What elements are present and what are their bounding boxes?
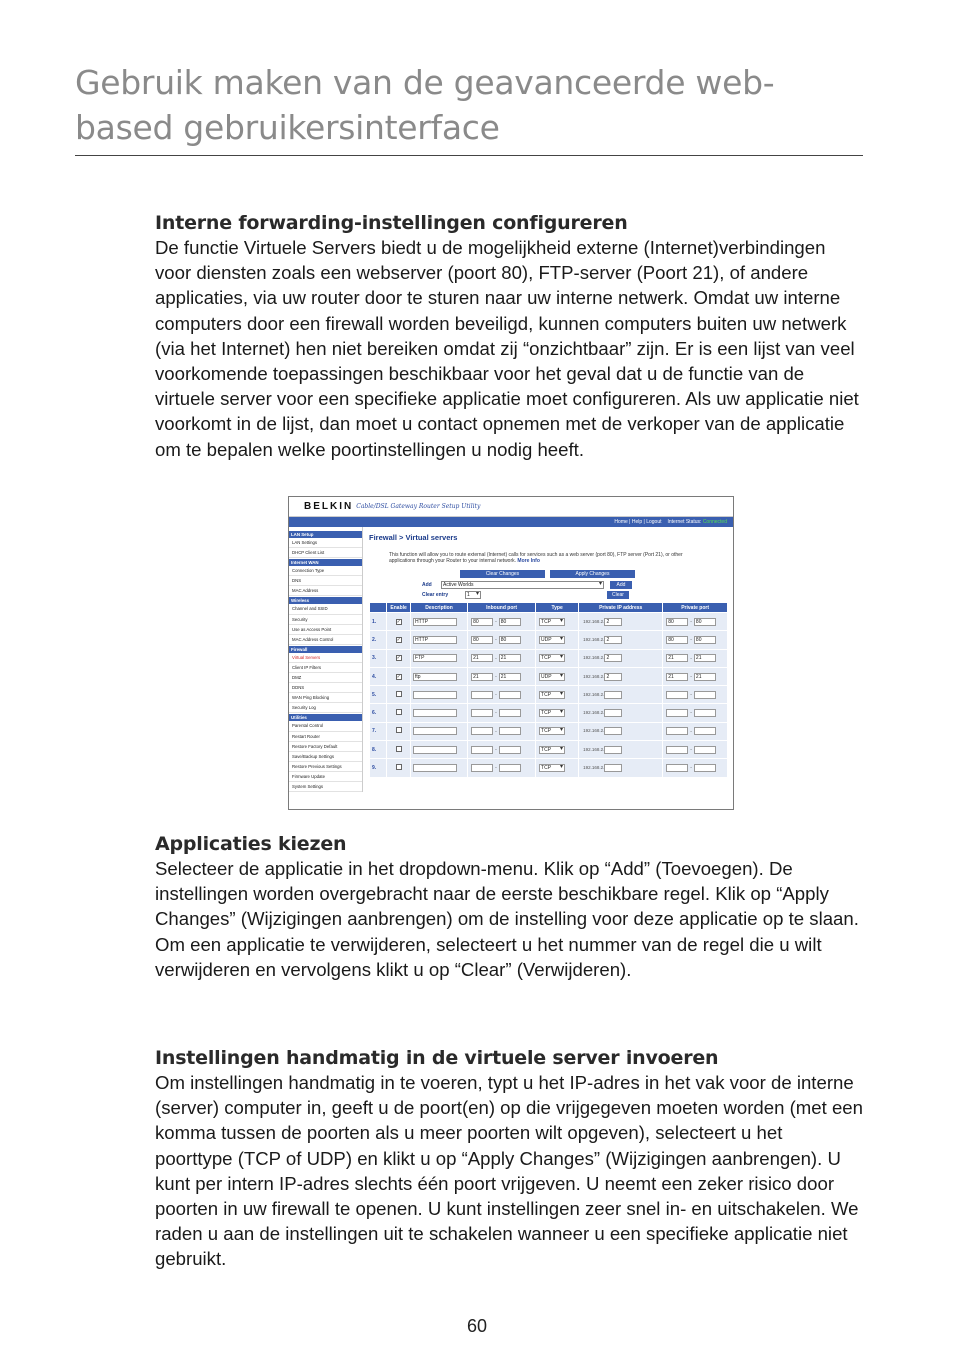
table-row xyxy=(370,613,728,631)
type-cell xyxy=(536,649,579,667)
private-ip-cell xyxy=(579,741,663,759)
sidebar-item[interactable]: System Settings xyxy=(289,782,362,792)
main-panel xyxy=(363,527,733,792)
sidebar-item[interactable]: Security xyxy=(289,615,362,625)
private-ip-cell xyxy=(579,631,663,649)
inbound-port-cell xyxy=(468,631,536,649)
type-cell xyxy=(536,759,579,777)
private-port-start[interactable] xyxy=(666,746,688,754)
status-label: Internet Status: xyxy=(667,519,702,525)
ip-prefix: 192.168.2. xyxy=(583,618,605,624)
inbound-port-start[interactable] xyxy=(471,691,493,699)
private-port-start[interactable] xyxy=(666,691,688,699)
ip-last-octet[interactable] xyxy=(604,727,622,735)
title-divider xyxy=(75,155,863,156)
private-port-start[interactable] xyxy=(666,727,688,735)
enable-checkbox[interactable]: ✓ xyxy=(396,636,401,643)
row-number: 5. xyxy=(370,686,387,704)
table-row xyxy=(370,741,728,759)
belkin-logo: BELKIN xyxy=(304,501,354,512)
inbound-port-start[interactable]: 21 xyxy=(471,673,493,681)
status-value: Connected xyxy=(702,519,727,525)
inbound-port-end[interactable] xyxy=(499,709,521,717)
private-ip-cell xyxy=(579,759,663,777)
section-body: Selecteer de applicatie in het dropdown-menu. Klik op “Add” (Toevoegen). De instellingen worden overgebracht naar de eerste beschikbare regel. Klik op “Apply Changes” (Wijzigingen aanbrengen) om de instelling voor deze applicatie op te slaan. Om een applicatie te verwijderen, selecteert u het nummer van de regel die u wilt verwijderen en vervolgens klikt u op “Clear” (Verwijderen). xyxy=(155,858,859,980)
type-cell xyxy=(536,631,579,649)
inbound-port-cell xyxy=(468,686,536,704)
description-cell xyxy=(410,613,467,631)
private-port-end[interactable] xyxy=(694,746,716,754)
sidebar-item[interactable]: WAN Ping Blocking xyxy=(289,693,362,703)
protocol-select[interactable]: TCP ▾ xyxy=(539,654,565,662)
section-manual-settings xyxy=(155,1046,865,1272)
port-separator: - xyxy=(495,747,497,754)
private-port-cell xyxy=(663,722,728,740)
function-description xyxy=(389,552,689,564)
row-number: 8. xyxy=(370,741,387,759)
private-port-start[interactable] xyxy=(666,764,688,772)
column-header: Type xyxy=(536,603,579,613)
type-cell xyxy=(536,613,579,631)
ip-last-octet[interactable] xyxy=(604,709,622,717)
private-ip-cell xyxy=(579,613,663,631)
port-separator: - xyxy=(495,637,497,644)
inbound-port-start[interactable] xyxy=(471,764,493,772)
type-cell xyxy=(536,704,579,722)
inbound-port-end[interactable]: 80 xyxy=(499,618,521,626)
enable-cell xyxy=(387,741,411,759)
nav-group-heading: Wireless xyxy=(289,597,362,604)
application-select[interactable]: Active Worlds ▾ xyxy=(441,581,604,589)
ip-prefix: 192.168.2. xyxy=(583,765,605,771)
port-separator: - xyxy=(495,710,497,717)
description-cell xyxy=(410,631,467,649)
enable-checkbox[interactable]: ✓ xyxy=(396,618,401,625)
row-number: 2. xyxy=(370,631,387,649)
section-heading: Interne forwarding-instellingen configureren xyxy=(155,212,628,234)
sidebar-item[interactable]: Restore Previous Settings xyxy=(289,762,362,772)
section-heading: Applicaties kiezen xyxy=(155,833,347,855)
private-port-end[interactable]: 80 xyxy=(694,618,716,626)
inbound-port-start[interactable]: 80 xyxy=(471,618,493,626)
column-header: Enable xyxy=(387,603,411,613)
ip-prefix: 192.168.2. xyxy=(583,710,605,716)
table-row xyxy=(370,759,728,777)
port-separator: - xyxy=(495,765,497,772)
private-ip-cell xyxy=(579,686,663,704)
private-port-start[interactable]: 21 xyxy=(666,673,688,681)
enable-cell xyxy=(387,704,411,722)
port-separator: - xyxy=(495,618,497,625)
screenshot-header xyxy=(289,497,733,517)
col-number xyxy=(370,603,387,613)
ip-last-octet[interactable] xyxy=(604,691,622,699)
clear-entry-label: Clear entry xyxy=(422,592,449,598)
inbound-port-start[interactable] xyxy=(471,709,493,717)
port-separator: - xyxy=(690,673,692,680)
inbound-port-cell xyxy=(468,613,536,631)
section-choose-applications xyxy=(155,832,865,982)
type-cell xyxy=(536,741,579,759)
nav-group-heading: LAN Setup xyxy=(289,531,362,538)
enable-checkbox[interactable]: ✓ xyxy=(396,673,401,680)
virtual-servers-table xyxy=(369,602,728,778)
table-row xyxy=(370,722,728,740)
sidebar-item[interactable]: DMZ xyxy=(289,673,362,683)
description-input[interactable] xyxy=(413,691,457,699)
description-cell xyxy=(410,649,467,667)
protocol-select[interactable]: UDP ▾ xyxy=(539,673,565,681)
port-separator: - xyxy=(495,692,497,699)
private-port-cell xyxy=(663,741,728,759)
ip-last-octet[interactable] xyxy=(604,764,622,772)
sidebar-item[interactable]: Use as Access Point xyxy=(289,625,362,635)
clear-button[interactable]: Clear xyxy=(607,591,629,599)
sidebar-item[interactable]: Parental Control xyxy=(289,721,362,731)
sidebar-item[interactable]: DHCP Client List xyxy=(289,548,362,558)
type-cell xyxy=(536,722,579,740)
section-internal-forwarding xyxy=(155,211,865,462)
ip-last-octet[interactable]: 2 xyxy=(604,654,622,662)
port-separator: - xyxy=(690,747,692,754)
description-input[interactable]: FTP xyxy=(413,654,457,662)
description-cell xyxy=(410,722,467,740)
sidebar-item[interactable]: DDNS xyxy=(289,683,362,693)
private-port-start[interactable] xyxy=(666,709,688,717)
column-header: Private IP address xyxy=(579,603,663,613)
clear-entry-select[interactable]: 1 ▾ xyxy=(465,591,481,599)
private-port-start[interactable]: 80 xyxy=(666,618,688,626)
enable-checkbox[interactable] xyxy=(396,691,402,697)
private-port-start[interactable]: 21 xyxy=(666,654,688,662)
private-port-cell xyxy=(663,613,728,631)
enable-cell xyxy=(387,613,411,631)
type-cell xyxy=(536,667,579,685)
ip-last-octet[interactable]: 2 xyxy=(604,636,622,644)
description-input[interactable]: ftp xyxy=(413,673,457,681)
private-port-cell xyxy=(663,667,728,685)
enable-cell xyxy=(387,631,411,649)
table-row xyxy=(370,686,728,704)
private-ip-cell xyxy=(579,667,663,685)
enable-cell xyxy=(387,686,411,704)
inbound-port-end[interactable] xyxy=(499,691,521,699)
ip-last-octet[interactable]: 2 xyxy=(604,673,622,681)
port-separator: - xyxy=(690,765,692,772)
enable-checkbox[interactable]: ✓ xyxy=(396,655,401,662)
section-body: De functie Virtuele Servers biedt u de mogelijkheid externe (Internet)verbindingen voor diensten zoals een webserver (poort 80), FTP-server (Poort 21), of andere applicaties, via uw router door te sturen naar uw interne netwerk. Omdat uw interne computers door een firewall worden beveiligd, kunnen computers buiten uw netwerk (via het Internet) hen niet bereiken omdat zij “onzichtbaar” zijn. Er is een lijst van veel voorkomende toepassingen beschikbaar voor het geval dat u de functie van de virtuele server voor een specifieke applicatie moet configureren. Als uw applicatie niet voorkomt in de lijst, dan moet u contact opnemen met de verkoper van de applicatie om te bepalen welke poortinstellingen u nodig heeft. xyxy=(155,237,859,460)
sidebar-item[interactable]: Channel and SSID xyxy=(289,604,362,614)
inbound-port-end[interactable] xyxy=(499,727,521,735)
port-separator: - xyxy=(690,710,692,717)
description-cell xyxy=(410,704,467,722)
inbound-port-cell xyxy=(468,759,536,777)
private-port-cell xyxy=(663,704,728,722)
internet-status xyxy=(668,519,728,525)
sidebar-item[interactable]: MAC Address Control xyxy=(289,635,362,645)
ip-prefix: 192.168.2. xyxy=(583,692,605,698)
protocol-select[interactable]: TCP ▾ xyxy=(539,764,565,772)
inbound-port-start[interactable]: 80 xyxy=(471,636,493,644)
private-port-end[interactable] xyxy=(694,764,716,772)
description-cell xyxy=(410,686,467,704)
enable-cell xyxy=(387,667,411,685)
table-row xyxy=(370,649,728,667)
inbound-port-start[interactable]: 21 xyxy=(471,654,493,662)
private-port-end[interactable]: 21 xyxy=(694,654,716,662)
ip-last-octet[interactable] xyxy=(604,746,622,754)
private-ip-cell xyxy=(579,722,663,740)
private-port-cell xyxy=(663,649,728,667)
ip-prefix: 192.168.2. xyxy=(583,728,605,734)
more-info-link[interactable]: More Info xyxy=(517,558,540,564)
row-number: 6. xyxy=(370,704,387,722)
enable-checkbox[interactable] xyxy=(396,764,402,770)
inbound-port-end[interactable]: 21 xyxy=(499,654,521,662)
top-bar xyxy=(289,517,733,527)
table-row xyxy=(370,704,728,722)
section-body: Om instellingen handmatig in te voeren, typt u het IP-adres in het vak voor de interne (server) computer in, geeft u de poort(en) op die vrijgegeven moeten worden (met een komma tussen de poorten als u meer poorten wilt opgeven), selecteert u het poorttype (TCP of UDP) en klikt u op “Apply Changes” (Wijzigingen aanbrengen). U kunt per intern IP-adres slechts één poort vrijgeven. U neemt een zeker risico door poorten in uw firewall te openen. U kunt instellingen zeer snel in- en uitschakelen. We raden u aan de instellingen uit te schakelen wanneer u een specifieke applicatie niet gebruikt. xyxy=(155,1072,863,1270)
page-title: Gebruik maken van de geavanceerde web-based gebruikersinterface xyxy=(75,63,775,147)
port-separator: - xyxy=(495,655,497,662)
ip-prefix: 192.168.2. xyxy=(583,746,605,752)
private-port-start[interactable]: 80 xyxy=(666,636,688,644)
ip-last-octet[interactable]: 2 xyxy=(604,618,622,626)
sidebar-item[interactable]: MAC Address xyxy=(289,586,362,596)
table-row xyxy=(370,631,728,649)
inbound-port-start[interactable] xyxy=(471,727,493,735)
type-cell xyxy=(536,686,579,704)
protocol-select[interactable]: TCP ▾ xyxy=(539,709,565,717)
description-input[interactable]: HTTP xyxy=(413,618,457,626)
protocol-select[interactable]: UDP ▾ xyxy=(539,636,565,644)
description-input[interactable] xyxy=(413,727,457,735)
protocol-select[interactable]: TCP ▾ xyxy=(539,746,565,754)
nav-group-heading: Internet WAN xyxy=(289,559,362,566)
page-number: 60 xyxy=(466,1316,488,1336)
column-header: Description xyxy=(410,603,467,613)
description-cell xyxy=(410,667,467,685)
private-port-cell xyxy=(663,686,728,704)
add-button[interactable]: Add xyxy=(610,581,632,589)
ip-prefix: 192.168.2. xyxy=(583,655,605,661)
port-separator: - xyxy=(690,618,692,625)
row-number: 9. xyxy=(370,759,387,777)
row-number: 7. xyxy=(370,722,387,740)
sidebar-item[interactable]: Client IP Filters xyxy=(289,663,362,673)
private-port-cell xyxy=(663,631,728,649)
nav-group-heading: Utilities xyxy=(289,714,362,721)
description-input[interactable] xyxy=(413,709,457,717)
description-input[interactable] xyxy=(413,764,457,772)
clear-changes-button[interactable]: Clear Changes xyxy=(460,570,545,578)
private-port-end[interactable] xyxy=(694,727,716,735)
row-number: 3. xyxy=(370,649,387,667)
inbound-port-start[interactable] xyxy=(471,746,493,754)
inbound-port-cell xyxy=(468,722,536,740)
tagline: Cable/DSL Gateway Router Setup Utility xyxy=(356,503,481,510)
inbound-port-end[interactable] xyxy=(499,746,521,754)
enable-checkbox[interactable] xyxy=(396,746,402,752)
router-screenshot xyxy=(288,496,734,810)
inbound-port-end[interactable] xyxy=(499,764,521,772)
enable-cell xyxy=(387,649,411,667)
sidebar-item[interactable]: Restart Router xyxy=(289,732,362,742)
enable-cell xyxy=(387,759,411,777)
ip-prefix: 192.168.2. xyxy=(583,637,605,643)
description-input[interactable]: HTTP xyxy=(413,636,457,644)
section-heading: Instellingen handmatig in de virtuele server invoeren xyxy=(155,1047,719,1069)
sidebar-item[interactable]: Virtual Servers xyxy=(289,653,362,663)
top-links[interactable]: Home | Help | Logout xyxy=(614,519,662,525)
private-ip-cell xyxy=(579,649,663,667)
protocol-select[interactable]: TCP ▾ xyxy=(539,727,565,735)
inbound-port-end[interactable]: 80 xyxy=(499,636,521,644)
description-cell xyxy=(410,741,467,759)
protocol-select[interactable]: TCP ▾ xyxy=(539,618,565,626)
description-text: This function will allow you to route external (Internet) calls for services such as a web server (port 80), FTP server (Port 21), or other applications through your Router to your internal network. xyxy=(389,552,683,564)
port-separator: - xyxy=(690,637,692,644)
port-separator: - xyxy=(495,673,497,680)
private-port-end[interactable]: 21 xyxy=(694,673,716,681)
sidebar-item[interactable]: LAN Settings xyxy=(289,538,362,548)
port-separator: - xyxy=(690,728,692,735)
sidebar-item[interactable]: Save/Backup Settings xyxy=(289,752,362,762)
inbound-port-cell xyxy=(468,704,536,722)
private-port-cell xyxy=(663,759,728,777)
sidebar-item[interactable]: Connection Type xyxy=(289,566,362,576)
inbound-port-cell xyxy=(468,649,536,667)
inbound-port-cell xyxy=(468,741,536,759)
port-separator: - xyxy=(495,728,497,735)
row-number: 1. xyxy=(370,613,387,631)
private-port-end[interactable] xyxy=(694,709,716,717)
private-port-end[interactable]: 80 xyxy=(694,636,716,644)
private-port-end[interactable] xyxy=(694,691,716,699)
sidebar-nav xyxy=(289,527,363,792)
row-number: 4. xyxy=(370,667,387,685)
column-header: Inbound port xyxy=(468,603,536,613)
nav-group-heading: Firewall xyxy=(289,646,362,653)
sidebar-item[interactable]: Firmware Update xyxy=(289,772,362,782)
private-ip-cell xyxy=(579,704,663,722)
port-separator: - xyxy=(690,692,692,699)
description-cell xyxy=(410,759,467,777)
table-row xyxy=(370,667,728,685)
inbound-port-cell xyxy=(468,667,536,685)
enable-checkbox[interactable] xyxy=(396,727,402,733)
description-input[interactable] xyxy=(413,746,457,754)
sidebar-item[interactable]: Security Log xyxy=(289,703,362,713)
sidebar-item[interactable]: Restore Factory Default xyxy=(289,742,362,752)
column-header: Private port xyxy=(663,603,728,613)
apply-changes-button[interactable]: Apply Changes xyxy=(550,570,635,578)
inbound-port-end[interactable]: 21 xyxy=(499,673,521,681)
enable-checkbox[interactable] xyxy=(396,709,402,715)
enable-cell xyxy=(387,722,411,740)
ip-prefix: 192.168.2. xyxy=(583,673,605,679)
port-separator: - xyxy=(690,655,692,662)
protocol-select[interactable]: TCP ▾ xyxy=(539,691,565,699)
breadcrumb: Firewall > Virtual servers xyxy=(369,533,458,542)
sidebar-item[interactable]: DNS xyxy=(289,576,362,586)
add-label: Add xyxy=(422,582,432,588)
